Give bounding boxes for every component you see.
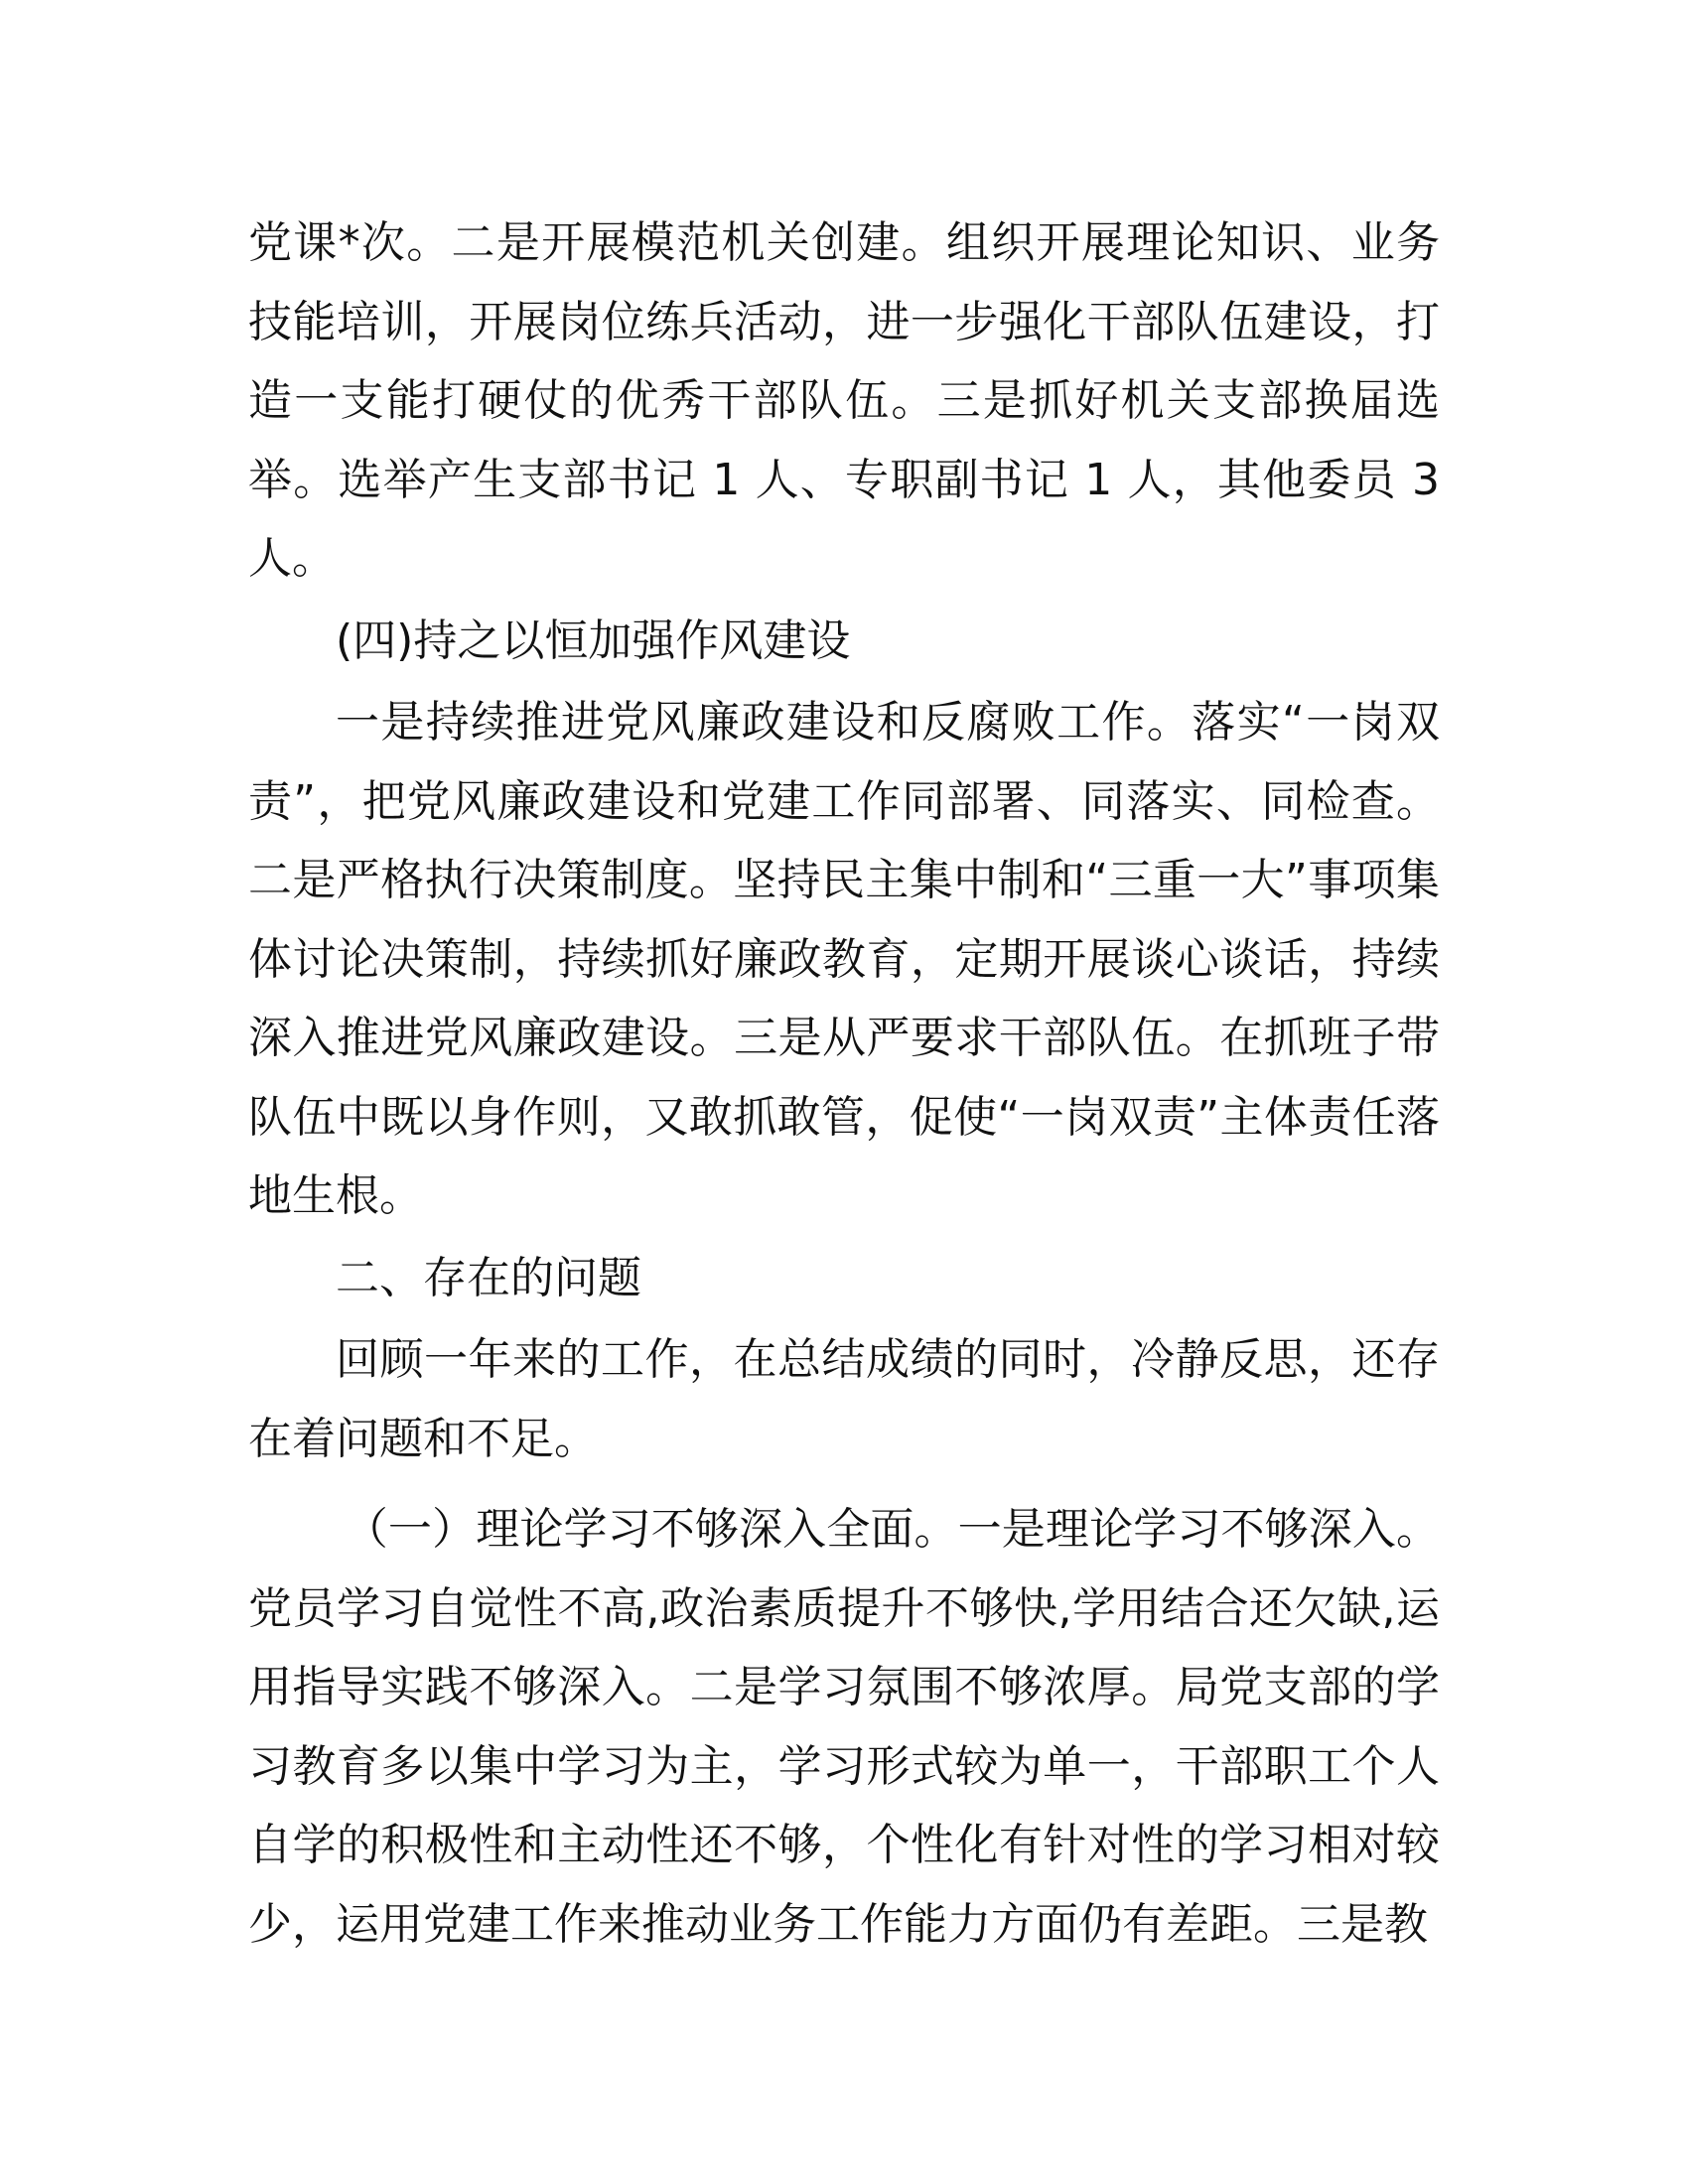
section-heading-work-style: (四)持之以恒加强作风建设 [336, 614, 851, 666]
paragraph-work-style: 一是持续推进党风廉政建设和反腐败工作。落实“一岗双责”，把党风廉政建设和党建工作同部署、同落实、同检查。二是严格执行决策制度。坚持民主集中制和“三重一大”事项集体讨论决策制，持续抓好廉政教育，定期开展谈心谈话，持续深入推进党风廉政建设。三是从严要求干部队伍。在抓班子带队伍中既以身作则，又敢抓敢管，促使“一岗双责”主体责任落地生根。 [248, 697, 1440, 1221]
paragraph-theory-study: （一）理论学习不够深入全面。一是理论学习不够深入。党员学习自觉性不高,政治素质提升不够快,学用结合还欠缺,运用指导实践不够深入。二是学习氛围不够浓厚。局党支部的学习教育多以集中学习为主，学习形式较为单一，干部职工个人自学的积极性和主动性还不够，个性化有针对性的学习相对较少，运用党建工作来推动业务工作能力方面仍有差距。三是教 [248, 1504, 1440, 1950]
document-body [248, 204, 1440, 1964]
paragraph-problems-intro: 回顾一年来的工作，在总结成绩的同时，冷静反思，还存在着问题和不足。 [248, 1334, 1440, 1464]
paragraph-work-summary-continued: 党课*次。二是开展模范机关创建。组织开展理论知识、业务技能培训，开展岗位练兵活动，进一步强化干部队伍建设，打造一支能打硬仗的优秀干部队伍。三是抓好机关支部换届选举。选举产生支部书记 1 人、专职副书记 1 人，其他委员 3 人。 [248, 217, 1440, 584]
section-heading-problems: 二、存在的问题 [336, 1252, 641, 1303]
